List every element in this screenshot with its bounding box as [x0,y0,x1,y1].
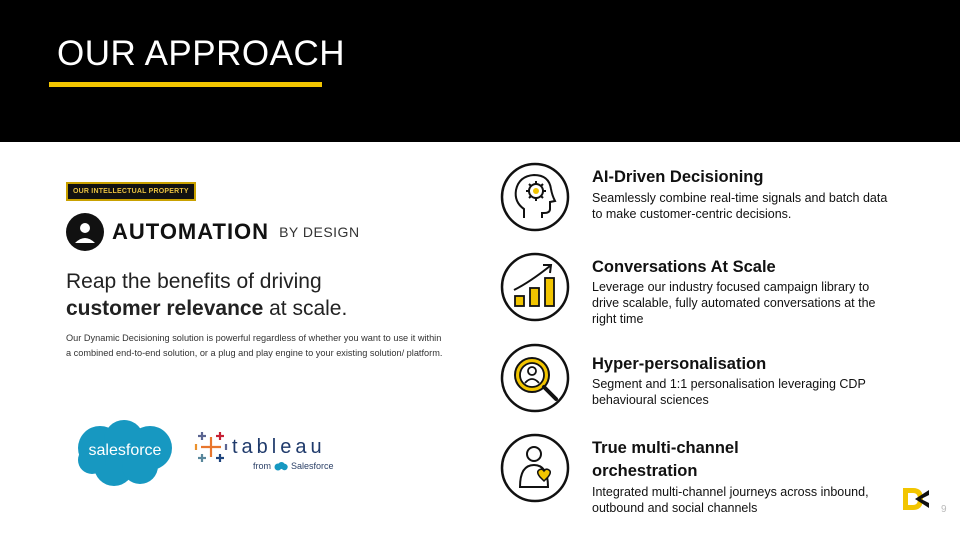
headline-part2: at scale. [263,297,348,320]
headline-part1: Reap the benefits of driving [66,270,322,293]
title-underline [49,82,322,87]
automation-logo [66,213,360,251]
tableau-from-text: from [253,461,271,471]
automation-logo-icon [66,213,104,251]
feature-desc-conversations: Leverage our industry focused campaign library to drive scalable, fully automated conversations at the right time [592,280,876,326]
body-text: Our Dynamic Decisioning solution is powerful regardless of whether you want to use it within a combined end-to-end solution, or a plug and play engine to your existing solution/ platform. [66,333,443,358]
growth-chart-icon [500,252,570,322]
feature-desc-multichannel: Integrated multi-channel journeys across inbound, outbound and social channels [592,485,869,515]
person-heart-icon [500,433,570,503]
magnifier-person-icon [500,343,570,413]
company-logo-icon [901,486,931,512]
feature-title-multichannel: True multi-channel orchestration [592,439,739,480]
head-gear-icon [500,162,570,232]
page-number: 9 [941,504,947,515]
logo-subtext: BY DESIGN [279,224,360,240]
feature-desc-ai: Seamlessly combine real-time signals and batch data to make customer-centric decisions. [592,191,888,221]
feature-title-personalisation: Hyper-personalisation [592,355,767,373]
page-title: OUR APPROACH [57,34,345,73]
feature-desc-personalisation: Segment and 1:1 personalisation leveraging CDP behavioural sciences [592,377,866,407]
headline [66,268,446,322]
tableau-from-brand: Salesforce [291,461,334,471]
feature-title-conversations: Conversations At Scale [592,258,776,276]
salesforce-logo [74,418,176,488]
tableau-label: tableau [232,436,326,458]
logo-text: AUTOMATION [112,219,270,244]
salesforce-label: salesforce [88,442,162,459]
ip-badge: OUR INTELLECTUAL PROPERTY [66,182,196,201]
headline-bold: customer relevance [66,297,264,320]
tableau-from [253,461,334,471]
salesforce-cloud-icon [274,462,288,471]
tableau-mark-icon [194,430,228,464]
feature-title-ai: AI-Driven Decisioning [592,168,764,186]
